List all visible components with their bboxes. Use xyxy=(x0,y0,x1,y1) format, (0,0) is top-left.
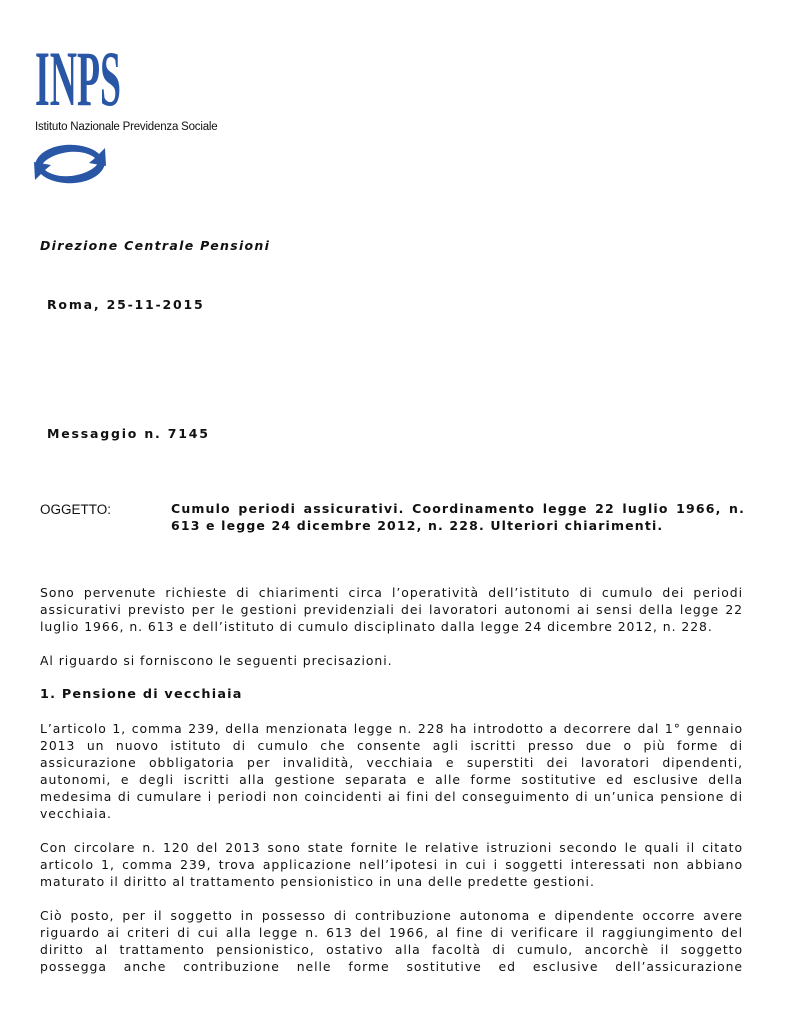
svg-text:INPS: INPS xyxy=(35,35,121,123)
paragraph-circular: Con circolare n. 120 del 2013 sono state fornite le relative istruzioni secondo le quali il citato articolo 1, comma 239, trova applicazione nell’ipotesi in cui i soggetti interessati non abbiano maturato il diritto al trattamento pensionistico in una delle predette gestioni. xyxy=(40,840,743,889)
paragraph-article: L’articolo 1, comma 239, della menzionata legge n. 228 ha introdotto a decorrere dal 1° gennaio 2013 un nuovo istituto di cumulo che consente agli iscritti presso due o più forme di assicurazione obbligatoria per invalidità, vecchiaia e superstiti dei lavoratori dipendenti, autonomi, e degli iscritti alla gestione separata e alle forme sostitutive ed esclusive della medesima di cumulare i periodi non coincidenti ai fini del conseguimento di un’unica pensione di vecchiaia. xyxy=(40,721,743,821)
document-date: Roma, 25-11-2015 xyxy=(47,297,205,312)
subject-label: OGGETTO: xyxy=(40,502,112,517)
subject-text: Cumulo periodi assicurativi. Coordinamento legge 22 luglio 1966, n. 613 e legge 24 dicembre 2012, n. 228. Ulteriori chiarimenti. xyxy=(171,501,745,533)
circular-arrows-icon xyxy=(29,139,111,189)
message-number: Messaggio n. 7145 xyxy=(47,426,210,441)
department-name: Direzione Centrale Pensioni xyxy=(40,238,271,253)
logo-subtitle: Istituto Nazionale Previdenza Sociale xyxy=(35,121,218,133)
document-body xyxy=(40,584,743,975)
inps-wordmark xyxy=(35,35,125,123)
paragraph-contributions: Ciò posto, per il soggetto in possesso di contribuzione autonoma e dipendente occorre avere riguardo ai criteri di cui alla legge n. 613 del 1966, al fine di verificare il raggiungimento del diritto al trattamento pensionistico, ostativo alla facoltà di cumulo, ancorchè il soggetto possegga anche contribuzione nelle forme sostitutive ed esclusive dell’assicurazione xyxy=(40,908,743,974)
section-heading: 1. Pensione di vecchiaia xyxy=(40,687,243,702)
paragraph-clarifications: Al riguardo si forniscono le seguenti precisazioni. xyxy=(40,653,393,668)
paragraph-intro: Sono pervenute richieste di chiarimenti circa l’operatività dell’istituto di cumulo dei periodi assicurativi previsto per le gestioni previdenziali dei lavoratori autonomi ai sensi della legge 22 luglio 1966, n. 613 e dell’istituto di cumulo disciplinato dalla legge 24 dicembre 2012, n. 228. xyxy=(40,585,743,634)
